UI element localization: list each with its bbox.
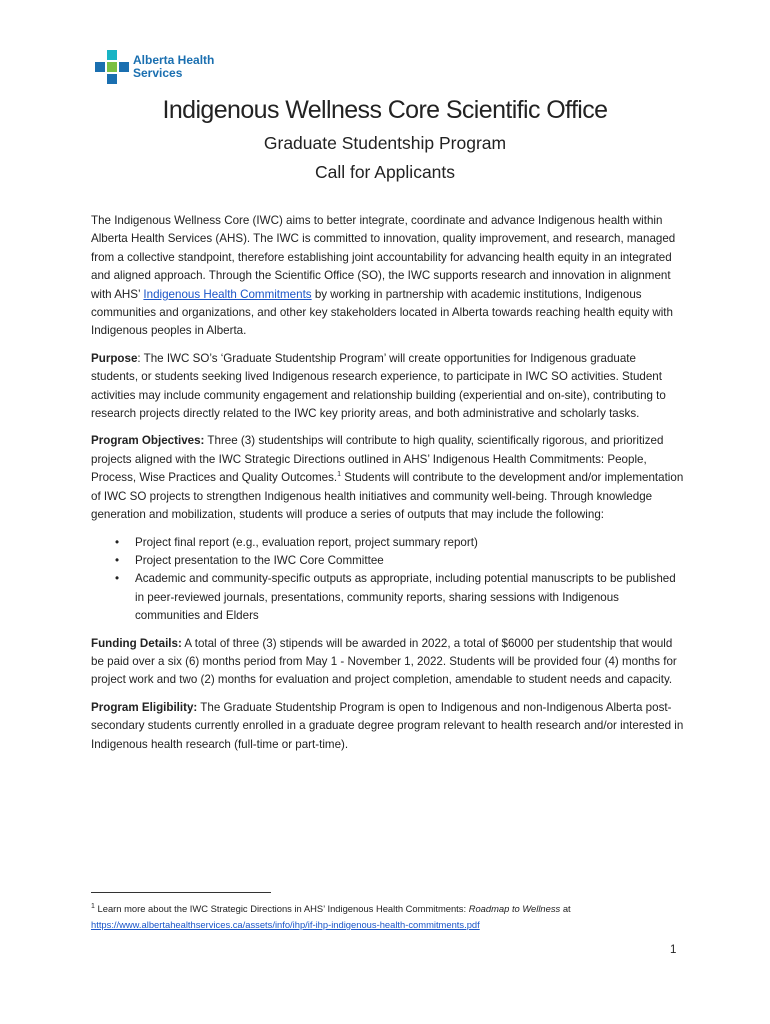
list-item: • Academic and community-specific outputs as appropriate, including potential manuscripts to be published in peer-reviewed journals, presentations, community reports, sharing sessions with Indigenous communities and Elders (115, 572, 676, 623)
outputs-list (91, 534, 685, 626)
bullet-icon: • (115, 535, 120, 549)
footnote-number: 1 (91, 902, 95, 910)
indigenous-health-commitments-link[interactable]: Indigenous Health Commitments (143, 287, 312, 301)
purpose-paragraph: Purpose: The IWC SO’s ‘Graduate Studentship Program’ will create opportunities for Indigenous graduate students, or students seeking lived Indigenous research experience, to participate in IWC SO activities. Student activities may include community engagement and relationship building (experiential and on-site), contributing to research projects directly related to the IWC key priority areas, and both administrative and scholarly tasks. (91, 351, 666, 421)
ahs-logo (95, 50, 214, 84)
page-title: Indigenous Wellness Core Scientific Office (162, 96, 608, 124)
page-subtitle-call: Call for Applicants (314, 162, 456, 182)
list-item: • Project final report (e.g., evaluation report, project summary report) (91, 534, 685, 552)
footnote-title: Roadmap to Wellness (468, 903, 561, 914)
page-subtitle-program: Graduate Studentship Program (263, 133, 507, 153)
document-body (91, 212, 685, 763)
footnote-divider (91, 892, 271, 893)
footnote: $^1$ Learn more about the IWC Strategic Directions in AHS’ Indigenous Health Commitments: Roadmap to Wellness at https://www.albertahealthservices.ca/assets/info/ihp/if-ihp-indigenous-health-commitments.pdf (91, 902, 571, 930)
list-item: • Project presentation to the IWC Core Committee (91, 552, 685, 570)
funding-paragraph: Funding Details: A total of three (3) stipends will be awarded in 2022, a total of $6000 per studentship that would be paid over a six (6) months period from May 1 - November 1, 2022. Students will be provided four (4) months for project work and two (2) months for evaluation and project completion, amendable to student needs and capacity. (91, 636, 677, 687)
logo-line-2: Services (133, 66, 183, 80)
funding-label: Funding Details: (91, 636, 182, 650)
eligibility-label: Program Eligibility: (91, 700, 198, 714)
bullet-icon: • (115, 553, 120, 567)
bullet-icon: • (115, 572, 120, 586)
page-number: 1 (670, 944, 677, 956)
intro-paragraph: The Indigenous Wellness Core (IWC) aims to better integrate, coordinate and advance Indigenous health within Alberta Health Services (AHS). The IWC is committed to innovation, quality improvement, and research, managed from a collective standpoint, therefore establishing joint accountability for advancing health equity in an integrated and aligned approach. Through the Scientific Office (SO), the IWC supports research and innovation in alignment with AHS’ Indigenous Health Commitments by working in partnership with academic institutions, Indigenous communities and organizations, and other key stakeholders located in Alberta towards reaching health equity with Indigenous peoples in Alberta. (91, 214, 676, 338)
objectives-paragraph: Program Objectives: Three (3) studentships will contribute to high quality, scientifically rigorous, and prioritized projects aligned with the IWC Strategic Directions outlined in AHS’ Indigenous Health Commitments: People, Process, Wise Practices and Quality Outcomes.$^1$ Students will contribute to the development and/or implementation of IWC SO projects to strengthen Indigenous health initiatives and community well-being. Through knowledge generation and mobilization, students will produce a series of outputs that may include the following: (91, 434, 684, 522)
eligibility-paragraph: Program Eligibility: The Graduate Studentship Program is open to Indigenous and non-Indigenous Alberta post-secondary students currently enrolled in a graduate degree program relevant to health research and/or interested in Indigenous health research (full-time or part-time). (91, 700, 684, 751)
ahs-cross-icon (95, 50, 129, 84)
footnote-url-link[interactable]: https://www.albertahealthservices.ca/assets/info/ihp/if-ihp-indigenous-health-commitments.pdf (91, 919, 480, 930)
logo-line-1: Alberta Health (133, 53, 215, 67)
footnote-ref: 1 (337, 471, 342, 479)
purpose-label: Purpose (91, 351, 138, 365)
objectives-label: Program Objectives: (91, 434, 205, 448)
